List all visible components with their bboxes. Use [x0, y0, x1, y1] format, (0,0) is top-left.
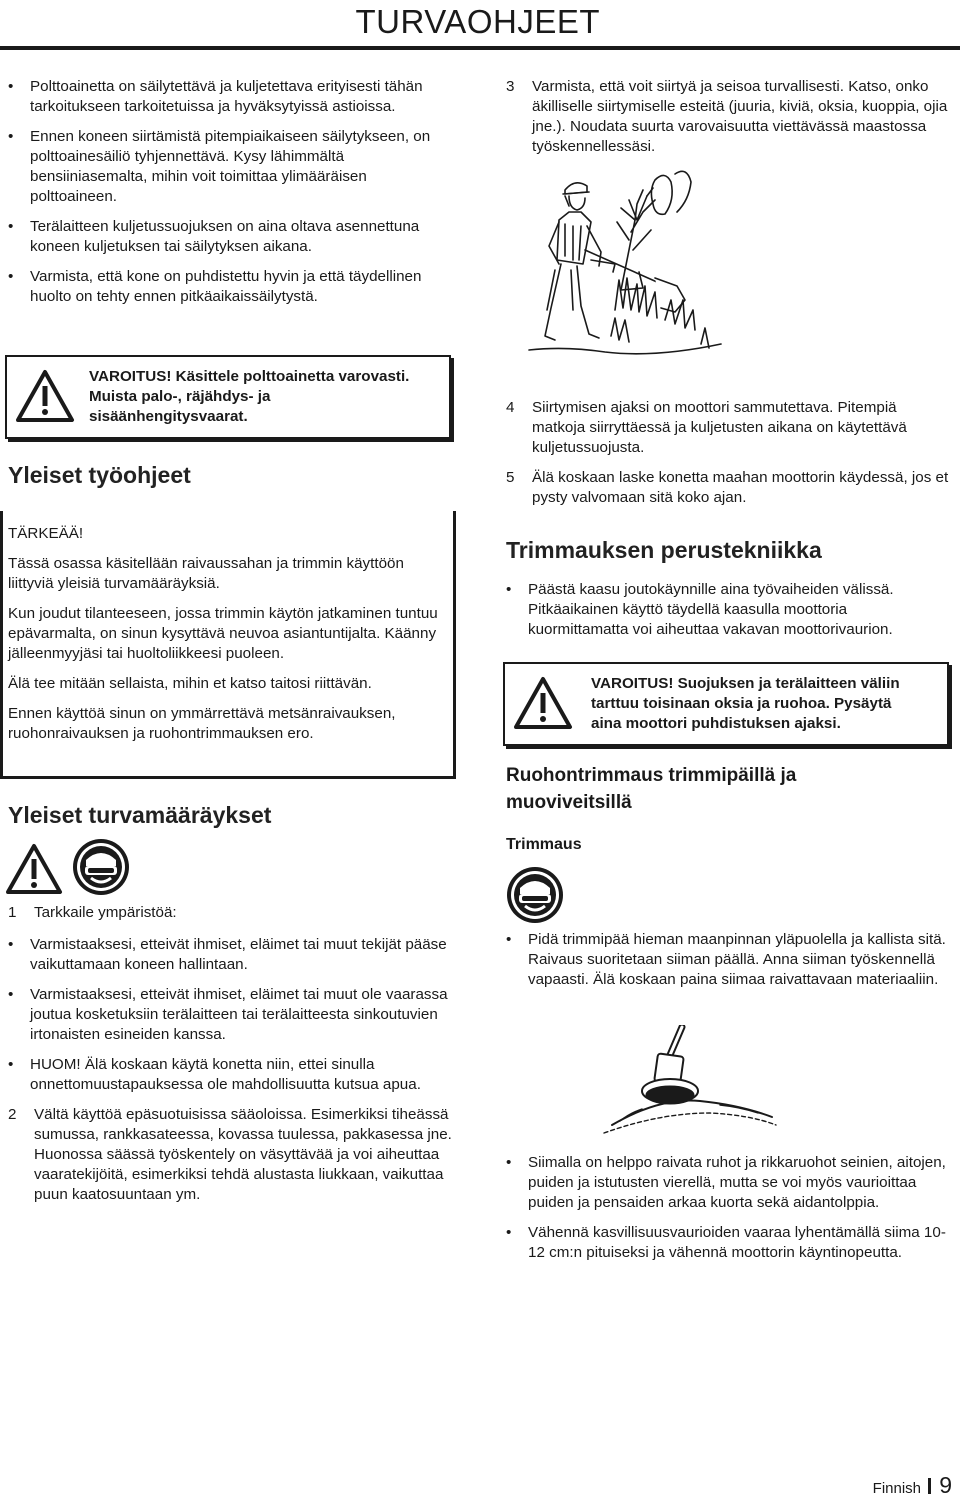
list-item: • Päästä kaasu joutokäynnille aina työvaiheiden välissä. Pitkäaikainen käyttö täydellä kaasulla moottoria kuormittamatta voi aiheuttaa vakavan moottorivaurion.: [506, 581, 894, 638]
section-heading-technique: Trimmauksen perustekniikka: [506, 537, 822, 563]
list-item: • Vähennä kasvillisuusvaurioiden vaaraa lyhentämällä siima 10-12 cm:n pituiseksi ja vähennä moottorin käyntinopeutta.: [506, 1224, 946, 1261]
eye-protection-icon: [506, 866, 564, 924]
list-item: • Varmistaaksesi, etteivät ihmiset, eläimet tai muut tekijät pääse vaikuttamaan koneen hallintaan.: [8, 936, 447, 973]
page-title: TURVAOHJEET: [355, 3, 600, 40]
list-item: • Varmista, että kone on puhdistettu hyvin ja että täydellinen huolto on tehty ennen pitkäaikaissäilytystä.: [8, 268, 422, 305]
trim-bullet-list: [506, 930, 951, 990]
section-heading-general: Yleiset työohjeet: [8, 462, 191, 488]
list-item: • Ennen koneen siirtämistä pitempiaikaiseen säilytykseen, on polttoainesäiliö tyhjennettävä. Kysy lähimmältä bensiiniasemalta, mihin voit toimittaa ylimääräisen polttoaineen.: [8, 128, 431, 205]
numbered-item: 3 Varmista, että voit siirtyä ja seisoa turvallisesti. Katso, onko äkilliselle siirtymiselle esteitä (juuria, kiviä, oksia, kuoppia, ojia jne.). Noudata suurta varovaisuutta viettävässä maastossa työskennellessäsi.: [506, 78, 948, 155]
subheading-trimmaus: Trimmaus: [506, 836, 582, 853]
safety-list: [8, 903, 456, 1205]
list-item: • Siimalla on helppo raivata ruhot ja rikkaruohot seinien, aitojen, puiden ja istutusten vierellä, mutta se voi myös vaurioittaa puiden ja pensaiden arkaa kuorta sekä aidantolppia.: [506, 1154, 946, 1211]
storage-bullet-list: [8, 77, 456, 307]
important-info-content: [8, 524, 448, 744]
warning-text-line: sisäänhengitysvaarat.: [89, 408, 248, 425]
warning-triangle-icon: [513, 676, 573, 730]
numbered-item: 4 Siirtymisen ajaksi on moottori sammutettava. Pitempiä matkoja siirryttäessä ja kuljetusten aikana on käytettävä kuljetussuojusta.: [506, 399, 907, 456]
numbered-item: 5 Älä koskaan laske konetta maahan moottorin käydessä, jos et pysty valvomaan sitä koko ajan.: [506, 469, 949, 506]
page-number: 9: [939, 1472, 952, 1498]
trimmer-head-illustration: [600, 1025, 780, 1140]
warning-text-line: VAROITUS! Suojuksen ja terälaitteen väliin: [591, 675, 900, 692]
operator-walking-illustration: [525, 160, 725, 365]
heading-line: muoviveitsillä: [506, 792, 632, 813]
numbered-list: [506, 398, 951, 508]
list-item: • Polttoainetta on säilytettävä ja kuljetettava erityisesti tähän tarkoitukseen tarkoitetuissa ja hyväksytyissä astioissa.: [8, 78, 423, 115]
list-item: • Pidä trimmipää hieman maanpinnan yläpuolella ja kallista sitä. Raivaus suoritetaan siiman päällä. Anna siiman työskennellä vapaasti. Älä koskaan paina siimaa raivattavaan materiaaliin.: [506, 931, 946, 988]
warning-text-line: aina moottori puhdistuksen ajaksi.: [591, 715, 841, 732]
warning-triangle-icon: [5, 843, 63, 895]
list-item: • HUOM! Älä koskaan käytä konetta niin, ettei sinulla onnettomuustapauksessa ole mahdollisuutta kutsua apua.: [8, 1056, 421, 1093]
list-item: • Terälaitteen kuljetussuojuksen on aina oltava asennettuna koneen kuljetuksen tai säilytyksen aikana.: [8, 218, 420, 255]
heading-line: Ruohontrimmaus trimmipäillä ja: [506, 765, 797, 786]
warning-text-line: Muista palo-, räjähdys- ja: [89, 388, 271, 405]
warning-text-line: tarttuu toisinaan oksia ja ruohoa. Pysäytä: [591, 695, 892, 712]
header-rule: [0, 46, 960, 50]
paragraph: Ennen käyttöä sinun on ymmärrettävä metsänraivauksen, ruohonraivauksen ja ruohontrimmauksen ero.: [8, 705, 396, 742]
footer-divider: [928, 1478, 931, 1494]
clog-warning-box: [503, 662, 949, 746]
paragraph: Tässä osassa käsitellään raivaussahan ja trimmin käyttöön liittyviä yleisiä turvamääräyksiä.: [8, 555, 404, 592]
footer-language: Finnish: [872, 1480, 922, 1497]
numbered-item: 1 Tarkkaile ympäristöä:: [8, 904, 177, 921]
important-label: TÄRKEÄÄ!: [8, 525, 84, 542]
paragraph: Älä tee mitään sellaista, mihin et katso taitosi riittävän.: [8, 675, 372, 692]
trim-bullet-list-2: [506, 1153, 951, 1263]
section-heading-trimming: [506, 762, 796, 816]
section-heading-safety: Yleiset turvamääräykset: [8, 802, 272, 828]
warning-triangle-icon: [15, 369, 75, 423]
technique-bullet-list: [506, 580, 951, 640]
warning-text-line: VAROITUS! Käsittele polttoainetta varovasti.: [89, 368, 410, 385]
list-item: • Varmistaaksesi, etteivät ihmiset, eläimet tai muut ole vaarassa joutua kosketuksiin terälaitteen tai terälaitteesta sinkoutuvien irtonaisten esineiden kanssa.: [8, 986, 448, 1043]
fuel-warning-box: [5, 355, 451, 439]
paragraph: Kun joudut tilanteeseen, jossa trimmin käytön jatkaminen tuntuu epävarmalta, on sinun kysyttävä neuvoa asiantuntijalta. Käänny jälleenmyyjäsi tai huoltoliikkeesi puoleen.: [8, 605, 438, 662]
page-footer: [872, 1472, 952, 1499]
eye-protection-icon: [72, 838, 130, 896]
numbered-item: 2 Vältä käyttöä epäsuotuisissa sääoloissa. Esimerkiksi tiheässä sumussa, rankkasateessa, kovassa tuulessa, pakkasessa jne. Huonossa säässä työskentely on väsyttävää ja voi aiheuttaa vaaratekijöitä, esimerkiksi tehdä alustasta liukkaan, vaikuttaa puun kaatosuuntaan ym.: [8, 1106, 452, 1203]
